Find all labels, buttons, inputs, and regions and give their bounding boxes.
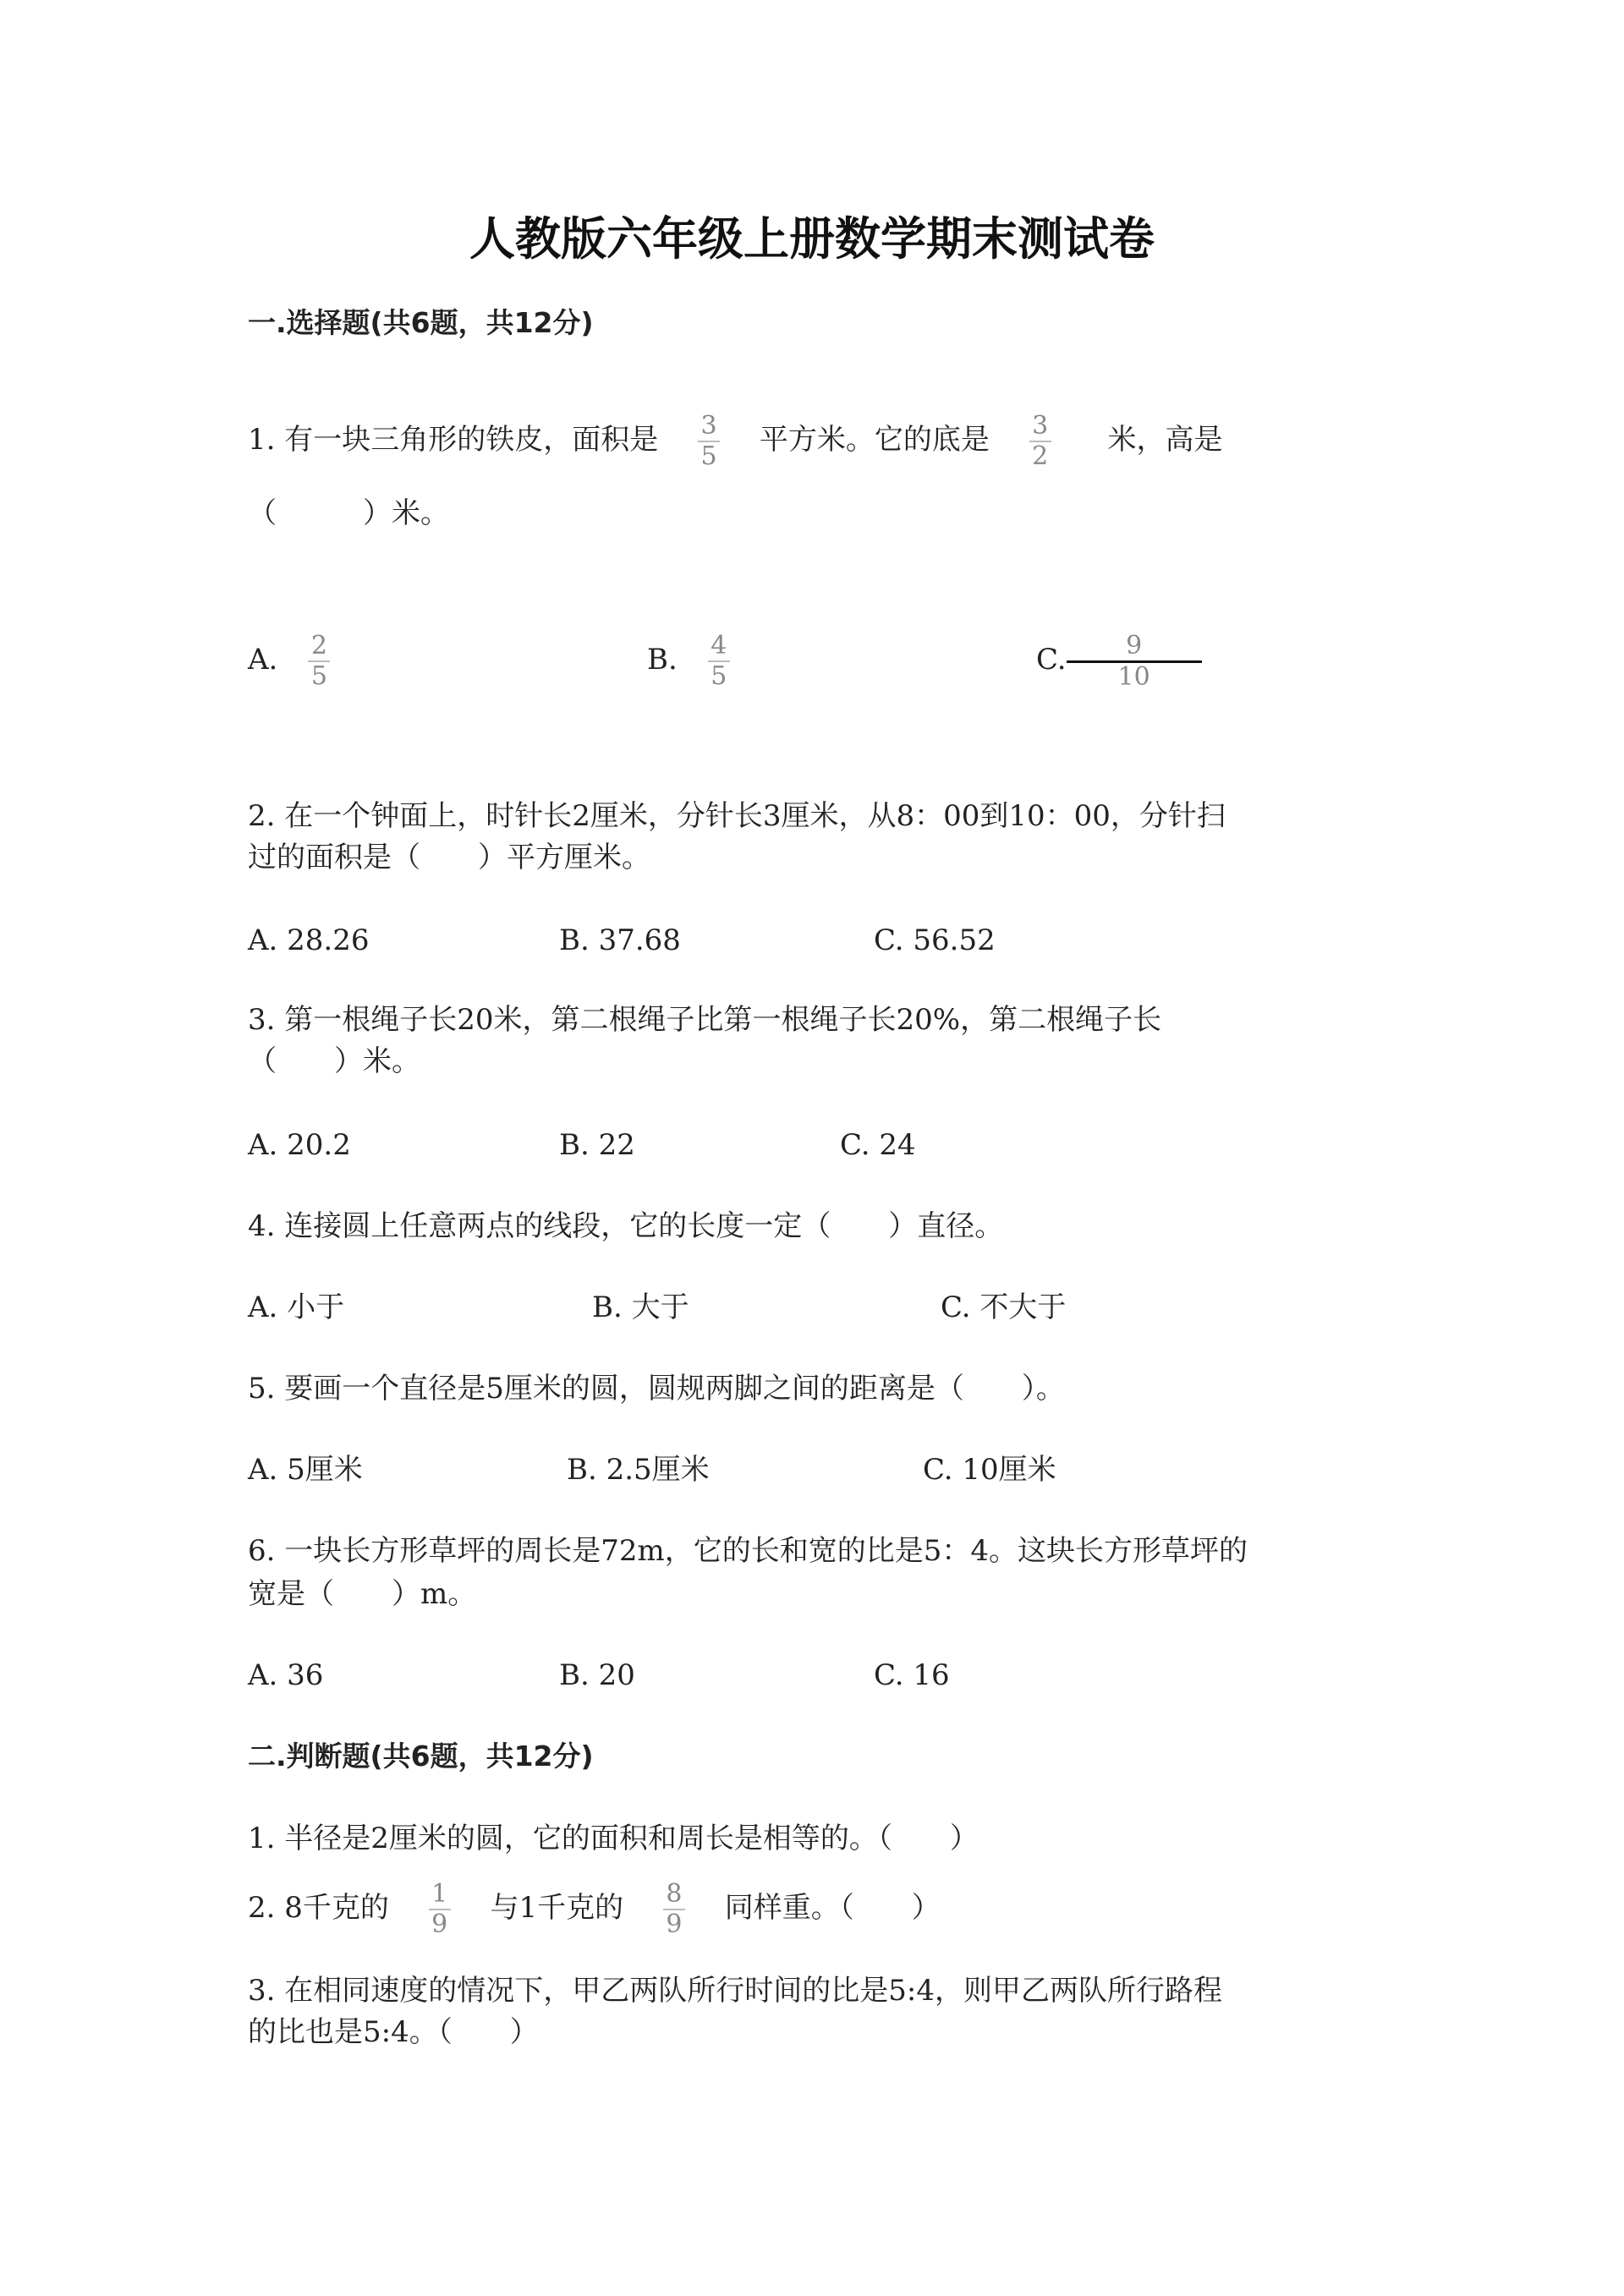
option-b[interactable] [647, 626, 760, 693]
option-b[interactable]: B. 大于 [592, 1290, 689, 1324]
option-label: C. [1036, 643, 1067, 677]
option-b[interactable]: B. 37.68 [559, 923, 681, 957]
numerator: 3 [1032, 411, 1049, 441]
option-b[interactable]: B. 22 [559, 1128, 635, 1162]
question-text: 2. 8千克的 [248, 1891, 389, 1925]
numerator: 3 [700, 411, 717, 441]
question-2-line2: 过的面积是（ ）平方厘米。 [248, 841, 650, 874]
question-6-line2: 宽是（ ）m。 [248, 1577, 477, 1611]
question-1 [248, 406, 1223, 474]
question-6: 6. 一块长方形草坪的周长是72m，它的长和宽的比是5：4。这块长方形草坪的 [248, 1534, 1248, 1568]
question-text: 与1千克的 [490, 1891, 624, 1925]
numerator: 4 [710, 631, 727, 660]
fraction [698, 412, 720, 471]
fraction [663, 1880, 685, 1939]
question-4: 4. 连接圆上任意两点的线段，它的长度一定（ ）直径。 [248, 1209, 1004, 1243]
option-label: A. [248, 643, 278, 677]
denominator: 5 [700, 441, 717, 471]
question-3: 3. 第一根绳子长20米，第二根绳子比第一根绳子长20%，第二根绳子长 [248, 1003, 1162, 1037]
section-heading-choice: 一.选择题(共6题，共12分) [248, 306, 594, 339]
denominator: 10 [1117, 661, 1150, 692]
fraction [429, 1880, 451, 1939]
judgement-3: 3. 在相同速度的情况下，甲乙两队所行时间的比是5:4，则甲乙两队所行路程 [248, 1974, 1222, 2008]
question-text: 平方米。它的底是 [759, 423, 990, 457]
option-a[interactable] [248, 626, 360, 693]
fraction [1067, 632, 1202, 692]
option-b[interactable]: B. 20 [559, 1658, 635, 1692]
denominator: 9 [431, 1910, 448, 1939]
page-title: 人教版六年级上册数学期末测试卷 [469, 212, 1155, 266]
option-c[interactable]: C. 24 [840, 1128, 916, 1162]
question-5: 5. 要画一个直径是5厘米的圆，圆规两脚之间的距离是（ ）。 [248, 1372, 1065, 1406]
option-a[interactable]: A. 36 [248, 1658, 324, 1692]
question-1-line2: （ ）米。 [248, 496, 449, 530]
option-label: B. [647, 643, 678, 677]
question-3-line2: （ ）米。 [248, 1044, 420, 1078]
option-a[interactable]: A. 20.2 [248, 1128, 351, 1162]
option-c[interactable]: C. 10厘米 [923, 1453, 1056, 1487]
judgement-3-line2: 的比也是5:4。（ ） [248, 2015, 539, 2049]
denominator: 2 [1032, 441, 1049, 471]
option-c[interactable]: C. 16 [874, 1658, 950, 1692]
denominator: 5 [710, 661, 727, 691]
option-a[interactable]: A. 5厘米 [248, 1453, 363, 1487]
question-text: 米，高是 [1107, 423, 1223, 457]
numerator: 9 [1126, 630, 1143, 660]
numerator: 8 [666, 1879, 683, 1909]
option-c[interactable]: C. 56.52 [874, 923, 996, 957]
fraction [1029, 412, 1051, 471]
option-b[interactable]: B. 2.5厘米 [567, 1453, 710, 1487]
fraction [308, 632, 330, 691]
section-heading-judgement: 二.判断题(共6题，共12分) [248, 1740, 594, 1773]
judgement-1: 1. 半径是2厘米的圆，它的面积和周长是相等的。（ ） [248, 1822, 979, 1855]
fraction [708, 632, 730, 691]
question-text: 同样重。（ ） [724, 1891, 941, 1925]
denominator: 9 [666, 1910, 683, 1939]
question-text: 1. 有一块三角形的铁皮，面积是 [248, 423, 659, 457]
question-2: 2. 在一个钟面上，时针长2厘米，分针长3厘米，从8：00到10：00，分针扫 [248, 799, 1226, 833]
option-c[interactable]: C. 不大于 [941, 1290, 1067, 1324]
judgement-2 [248, 1874, 941, 1942]
numerator: 1 [431, 1879, 448, 1909]
option-a[interactable]: A. 28.26 [248, 923, 370, 957]
numerator: 2 [310, 631, 327, 660]
denominator: 5 [310, 661, 327, 691]
option-c[interactable] [1036, 626, 1202, 693]
option-a[interactable]: A. 小于 [248, 1290, 345, 1324]
